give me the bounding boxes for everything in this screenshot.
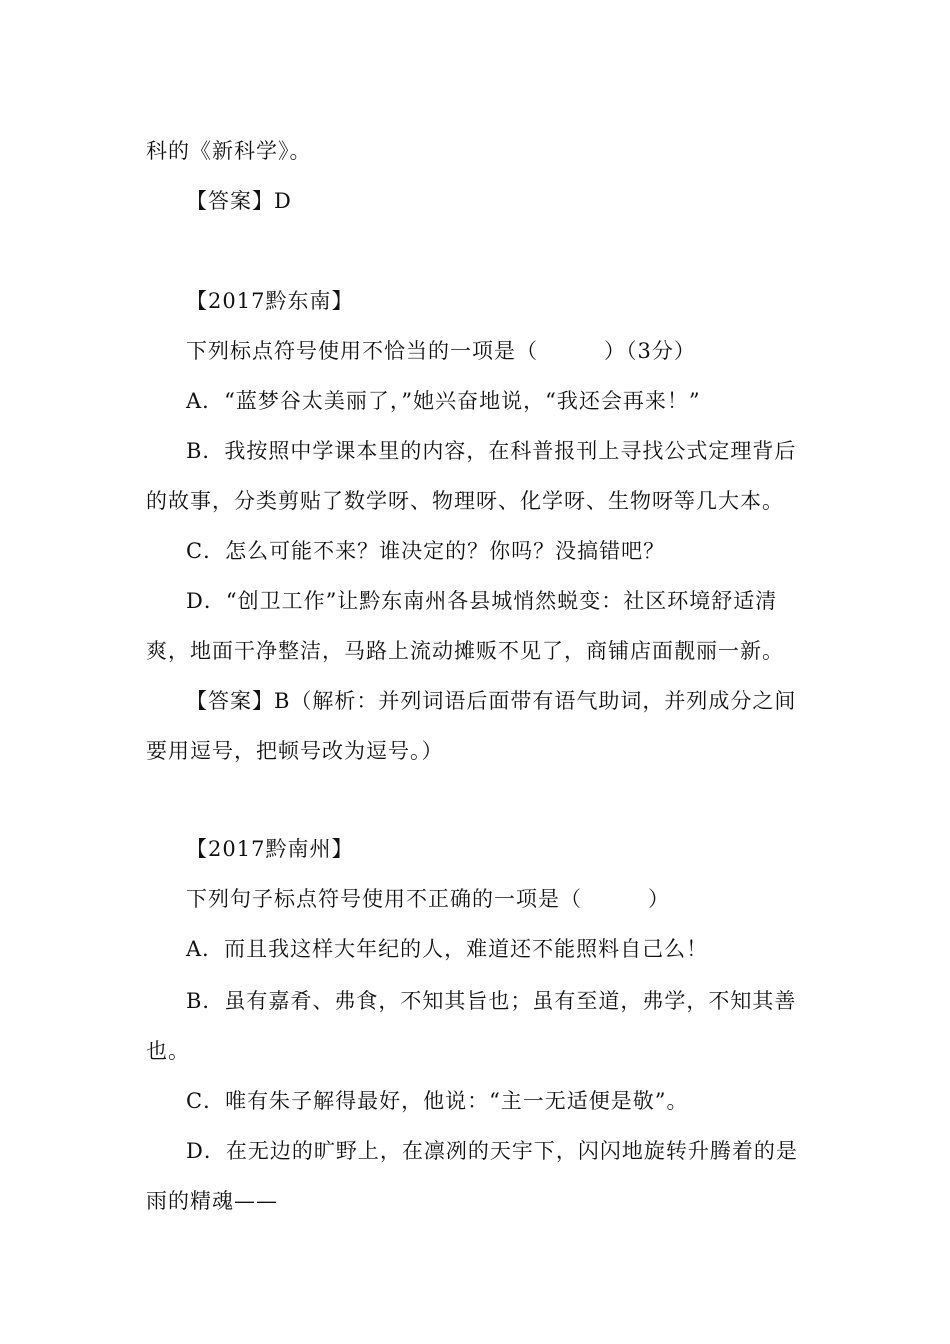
option-c: C．怎么可能不来？谁决定的？你吗？没搞错吧？ (186, 539, 666, 563)
answer-line: 【答案】B（解析：并列词语后面带有语气助词，并列成分之间 (186, 689, 797, 713)
option-b-continued: 也。 (146, 1039, 190, 1063)
option-d-continued: 爽，地面干净整洁，马路上流动摊贩不见了，商铺店面靓丽一新。 (146, 639, 784, 663)
option-a: A．“蓝梦谷太美丽了，”她兴奋地说，“我还会再来！” (186, 389, 701, 413)
question-stem: 下列标点符号使用不恰当的一项是（ ）（3分） (186, 339, 696, 363)
option-b: B．我按照中学课本里的内容，在科普报刊上寻找公式定理背后 (186, 439, 797, 463)
option-d: D．在无边的旷野上，在凛冽的天宇下，闪闪地旋转升腾着的是 (186, 1139, 798, 1163)
option-b-continued: 的故事，分类剪贴了数学呀、物理呀、化学呀、生物呀等几大本。 (146, 489, 784, 513)
option-a: A．而且我这样大年纪的人，难道还不能照料自己么！ (186, 937, 709, 961)
answer-line: 【答案】D (186, 189, 292, 213)
paragraph-tail: 科的《新科学》。 (146, 139, 312, 163)
answer-continued: 要用逗号，把顿号改为逗号。） (146, 739, 444, 763)
option-d-continued: 雨的精魂—— (146, 1189, 278, 1213)
question-stem: 下列句子标点符号使用不正确的一项是（ ） (186, 887, 670, 911)
question-header: 【2017黔南州】 (186, 837, 354, 861)
option-c: C．唯有朱子解得最好，他说：“主一无适便是敬”。 (186, 1089, 689, 1113)
question-header: 【2017黔东南】 (186, 289, 354, 313)
option-b: B．虽有嘉肴、弗食，不知其旨也；虽有至道，弗学，不知其善 (186, 989, 797, 1013)
option-d: D．“创卫工作”让黔东南州各县城悄然蜕变：社区环境舒适清 (186, 589, 778, 613)
